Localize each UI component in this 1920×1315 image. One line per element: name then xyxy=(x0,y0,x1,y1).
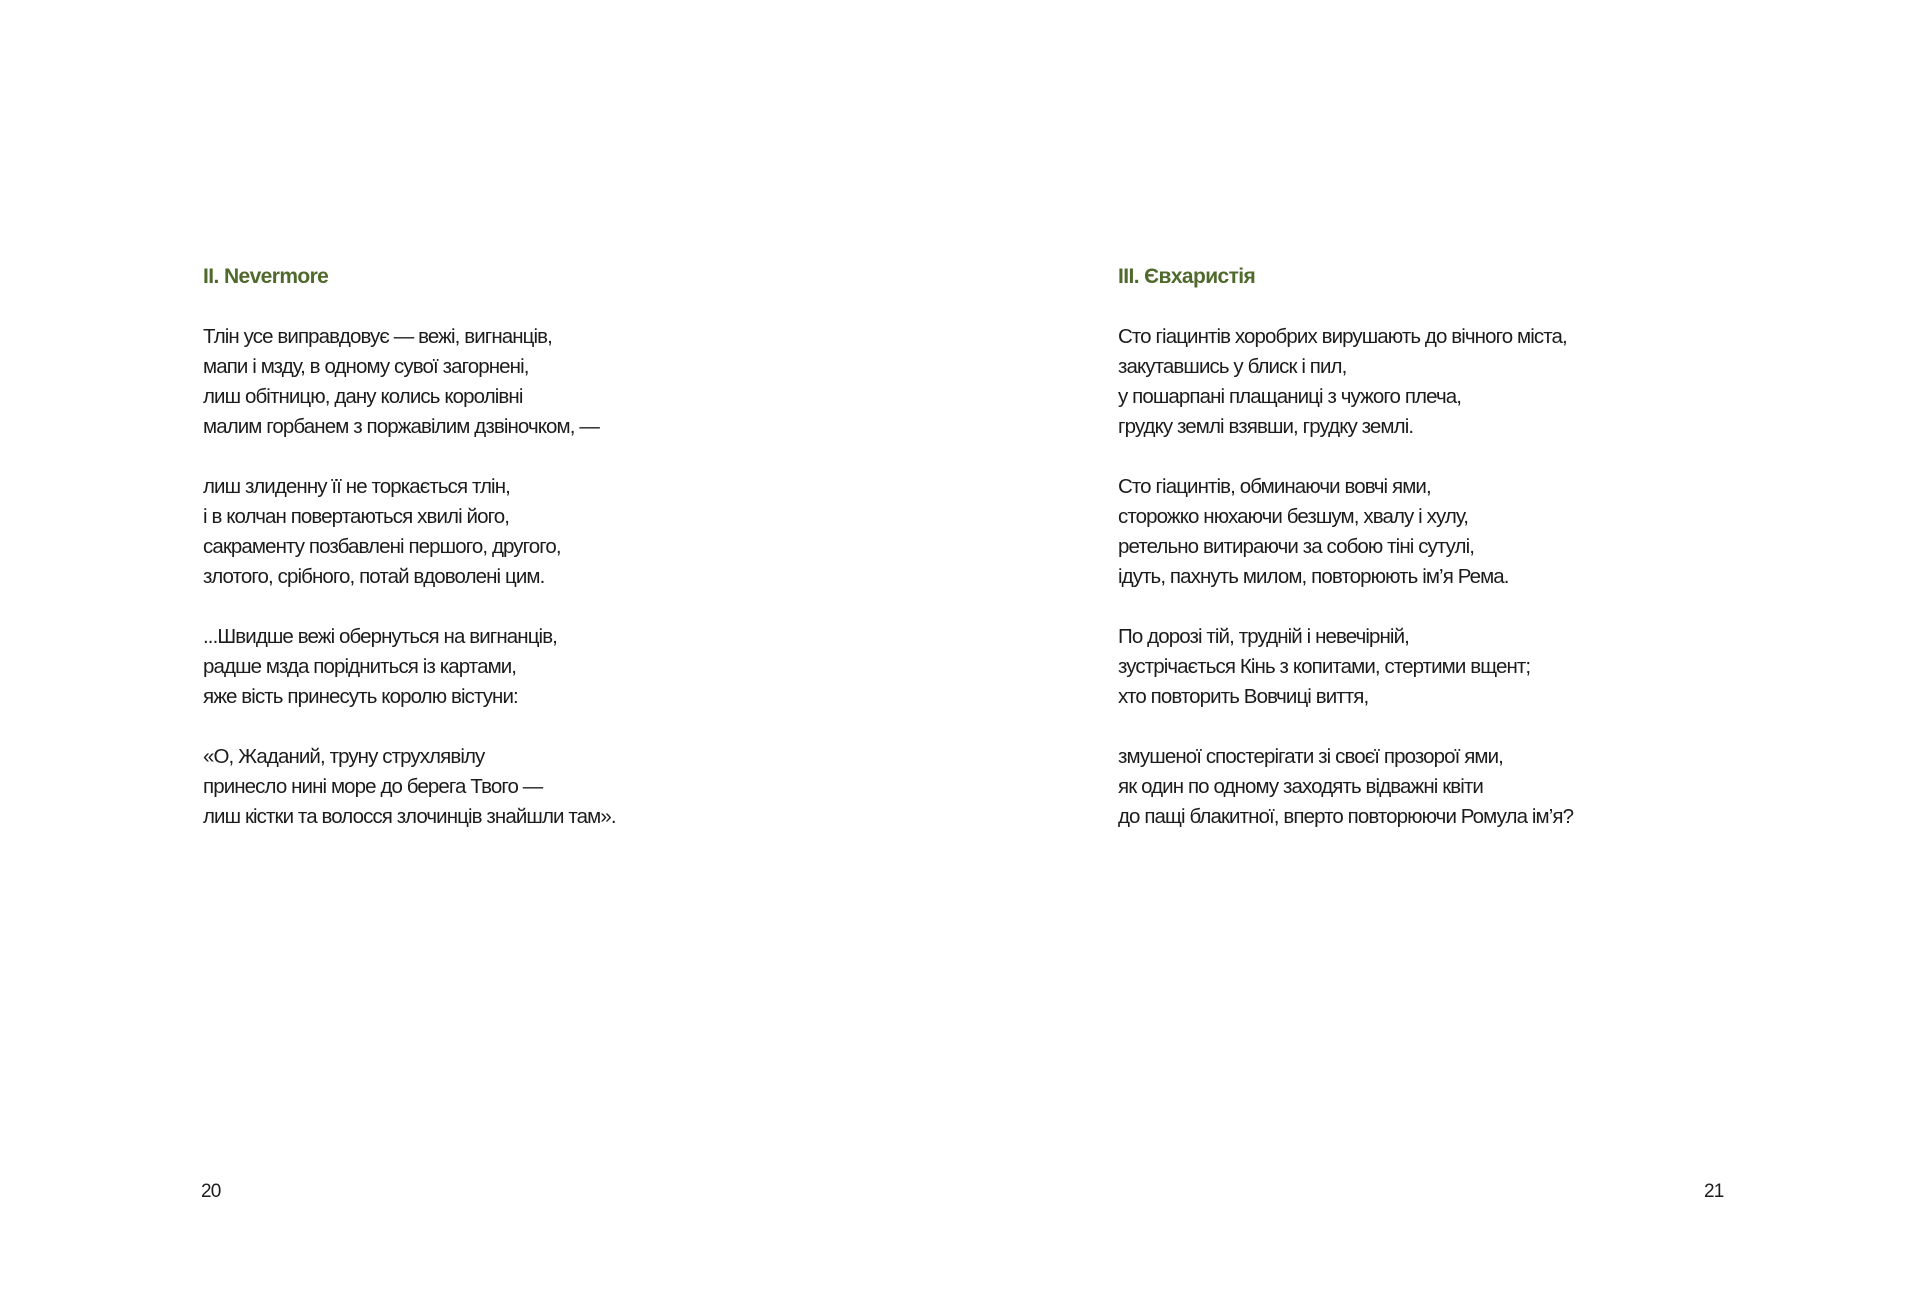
poem-nevermore xyxy=(203,262,616,862)
poem-line: принесло нині море до берега Твого — xyxy=(203,775,543,798)
poem-line: лиш кістки та волосся злочинців знайшли там». xyxy=(203,805,616,828)
stanza-2 xyxy=(1118,472,1573,592)
poem-line: радше мзда поріднитьcя із картами, xyxy=(203,655,517,678)
stanza-2 xyxy=(203,472,616,592)
poem-line: змушеної спостерігати зі своєї прозорої ями, xyxy=(1118,745,1503,768)
poem-line: «О, Жаданий, труну струхлявілу xyxy=(203,745,485,768)
stanza-1 xyxy=(203,322,616,442)
poem-line: злотого, срібного, потай вдоволені цим. xyxy=(203,565,545,588)
stanza-4 xyxy=(1118,742,1573,832)
poem-line: грудку землі взявши, грудку землі. xyxy=(1118,415,1414,438)
stanza-4 xyxy=(203,742,616,832)
poem-line: мапи і мзду, в одному сувої загорнені, xyxy=(203,355,529,378)
poem-title: III. Євхаристія xyxy=(1118,265,1256,288)
poem-line: у пошарпані плащаниці з чужого плеча, xyxy=(1118,385,1462,408)
poem-line: хто повторить Вовчиці виття, xyxy=(1118,685,1369,708)
poem-line: до пащі блакитної, вперто повторюючи Ромула ім’я? xyxy=(1118,805,1574,828)
poem-line: закутавшись у блиск і пил, xyxy=(1118,355,1347,378)
right-page xyxy=(960,0,1920,1315)
poem-line: і в колчан повертаються хвилі його, xyxy=(203,505,509,528)
poem-line: ...Швидше вежі обернуться на вигнанців, xyxy=(203,625,557,648)
poem-line: лиш злиденну її не торкається тлін, xyxy=(203,475,510,498)
poem-line: Сто гіацинтів, обминаючи вовчі ями, xyxy=(1118,475,1431,498)
poem-line: яже вість принесуть королю вістуни: xyxy=(203,685,518,708)
poem-line: зустрічається Кінь з копитами, стертими вщент; xyxy=(1118,655,1531,678)
poem-line: ретельно витираючи за собою тіні сутулі, xyxy=(1118,535,1475,558)
poem-line: як один по одному заходять відважні квіти xyxy=(1118,775,1483,798)
poem-line: сакраменту позбавлені першого, другого, xyxy=(203,535,561,558)
stanza-1 xyxy=(1118,322,1573,442)
page-number-left: 20 xyxy=(201,1181,221,1202)
poem-line: По дорозі тій, трудній і невечірній, xyxy=(1118,625,1409,648)
stanza-3 xyxy=(203,622,616,712)
poem-title: II. Nevermore xyxy=(203,265,329,288)
poem-line: малим горбанем з поржавілим дзвіночком, — xyxy=(203,415,599,438)
poem-line: Тлін усе виправдовує — вежі, вигнанців, xyxy=(203,325,552,348)
poem-line: Сто гіацинтів хоробрих вирушають до вічного міста, xyxy=(1118,325,1567,348)
poem-eucharist xyxy=(1118,262,1573,862)
stanza-3 xyxy=(1118,622,1573,712)
poem-line: ідуть, пахнуть милом, повторюють ім’я Рема. xyxy=(1118,565,1509,588)
poem-line: лиш обітницю, дану колись королівні xyxy=(203,385,523,408)
poem-line: сторожко нюхаючи безшум, хвалу і хулу, xyxy=(1118,505,1469,528)
page-number-right: 21 xyxy=(1704,1181,1724,1202)
